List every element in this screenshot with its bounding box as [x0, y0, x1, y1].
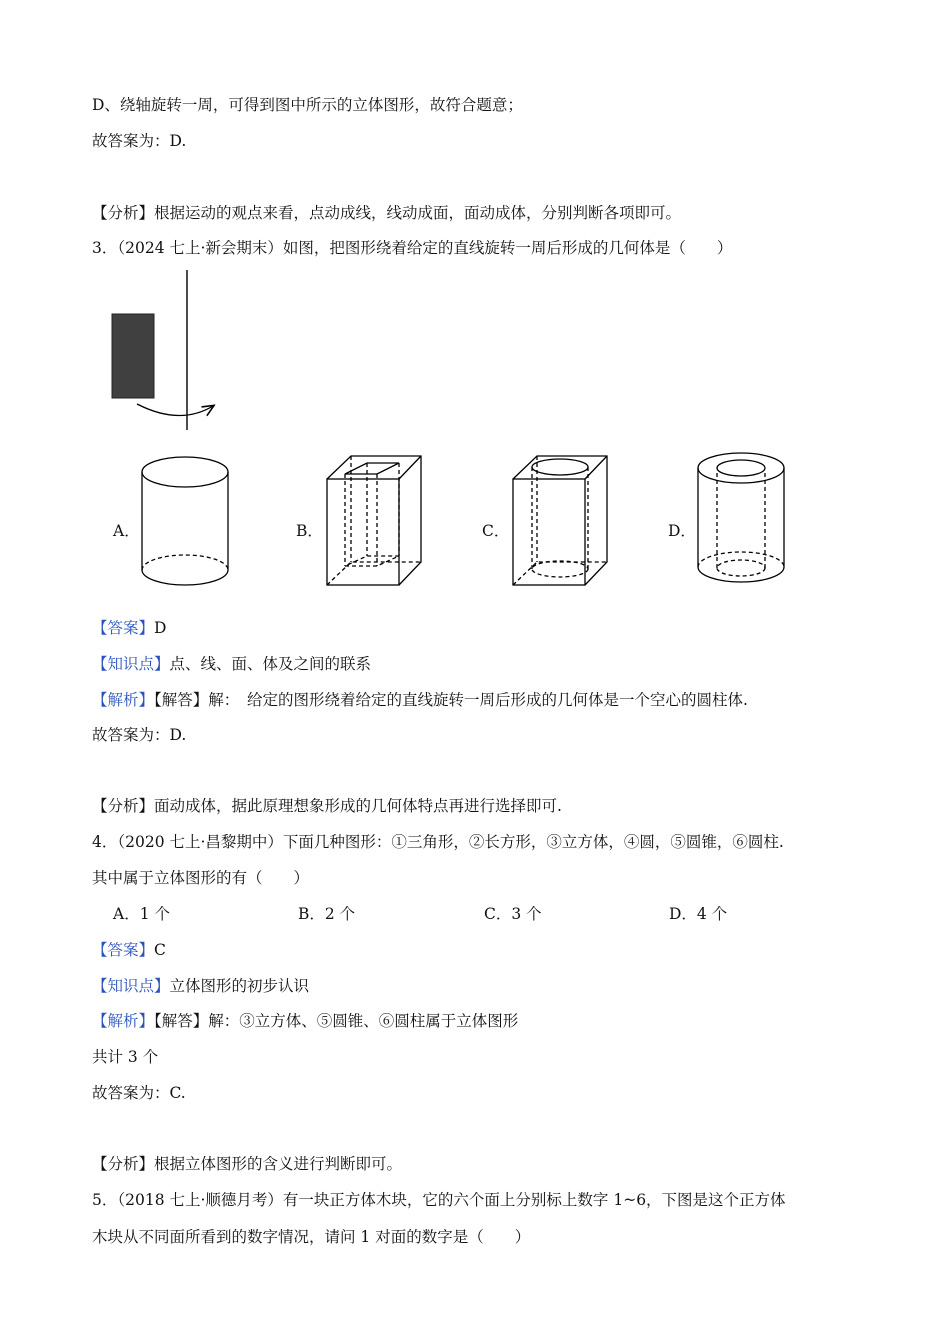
explanation-tag: 【解析】	[92, 691, 155, 709]
q4-option-a: A．1 个	[113, 905, 170, 923]
analysis-line	[92, 1154, 402, 1174]
answer-tag: 【答案】	[92, 941, 155, 959]
knowledge-text: 立体图形的初步认识	[169, 977, 310, 995]
text-line: D、绕轴旋转一周，可得到图中所示的立体图形，故符合题意；	[92, 96, 523, 114]
option-a-label: A．	[113, 522, 140, 540]
analysis-tag: 【分析】	[92, 204, 155, 222]
knowledge-tag: 【知识点】	[92, 655, 170, 673]
option-b-square-hole-box	[327, 456, 421, 585]
analysis-text: 根据立体图形的含义进行判断即可。	[154, 1155, 403, 1173]
analysis-tag: 【分析】	[92, 1155, 155, 1173]
answer-value: C	[154, 941, 166, 959]
analysis-text: 根据运动的观点来看，点动成线，线动成面，面动成体，分别判断各项即可。	[154, 204, 682, 222]
answer-tag: 【答案】	[92, 619, 155, 637]
question-4-cont: 其中属于立体图形的有（ ）	[92, 869, 310, 887]
analysis-line	[92, 796, 562, 816]
knowledge-text: 点、线、面、体及之间的联系	[169, 655, 372, 673]
answer-value: D	[154, 619, 167, 637]
rotation-figure	[112, 270, 213, 430]
option-c-label: C．	[482, 522, 510, 540]
text-line: 故答案为：C.	[92, 1084, 186, 1102]
option-a-cylinder	[142, 457, 228, 585]
explanation-line	[92, 690, 748, 710]
option-c-round-hole-box	[513, 456, 607, 585]
rotation-arrow-icon	[137, 404, 213, 416]
q4-option-c: C．3 个	[484, 905, 542, 923]
explanation-text: 【解答】解： 给定的图形绕着给定的直线旋转一周后形成的几何体是一个空心的圆柱体.	[154, 691, 748, 709]
analysis-tag: 【分析】	[92, 797, 155, 815]
text-line: 共计 3 个	[92, 1048, 159, 1066]
q4-option-d: D．4 个	[669, 905, 728, 923]
knowledge-point-line	[92, 654, 371, 674]
answer-line	[92, 940, 166, 960]
question-3: 3．（2024 七上·新会期末）如图，把图形绕着给定的直线旋转一周后形成的几何体是（ ）	[92, 239, 733, 257]
explanation-text: 【解答】解：③立方体、⑤圆锥、⑥圆柱属于立体图形	[154, 1012, 519, 1030]
question-4: 4．（2020 七上·昌黎期中）下面几种图形：①三角形，②长方形，③立方体，④圆，⑤圆锥，⑥圆柱.	[92, 833, 784, 851]
answer-line	[92, 618, 166, 638]
question-5-cont: 木块从不同面所看到的数字情况，请问 1 对面的数字是（ ）	[92, 1228, 531, 1246]
explanation-line	[92, 1011, 518, 1031]
option-d-label: D．	[668, 522, 696, 540]
gray-rectangle	[112, 314, 154, 398]
knowledge-tag: 【知识点】	[92, 977, 170, 995]
q4-option-b: B．2 个	[298, 905, 356, 923]
text-line: 故答案为：D.	[92, 726, 187, 744]
option-d-hollow-cylinder	[698, 453, 784, 582]
option-b-label: B．	[296, 522, 323, 540]
knowledge-point-line	[92, 976, 309, 996]
text-line: 故答案为：D.	[92, 132, 187, 150]
question-5: 5．（2018 七上·顺德月考）有一块正方体木块，它的六个面上分别标上数字 1~6，下图是这个正方体	[92, 1191, 786, 1209]
analysis-text: 面动成体，据此原理想象形成的几何体特点再进行选择即可.	[154, 797, 562, 815]
explanation-tag: 【解析】	[92, 1012, 155, 1030]
